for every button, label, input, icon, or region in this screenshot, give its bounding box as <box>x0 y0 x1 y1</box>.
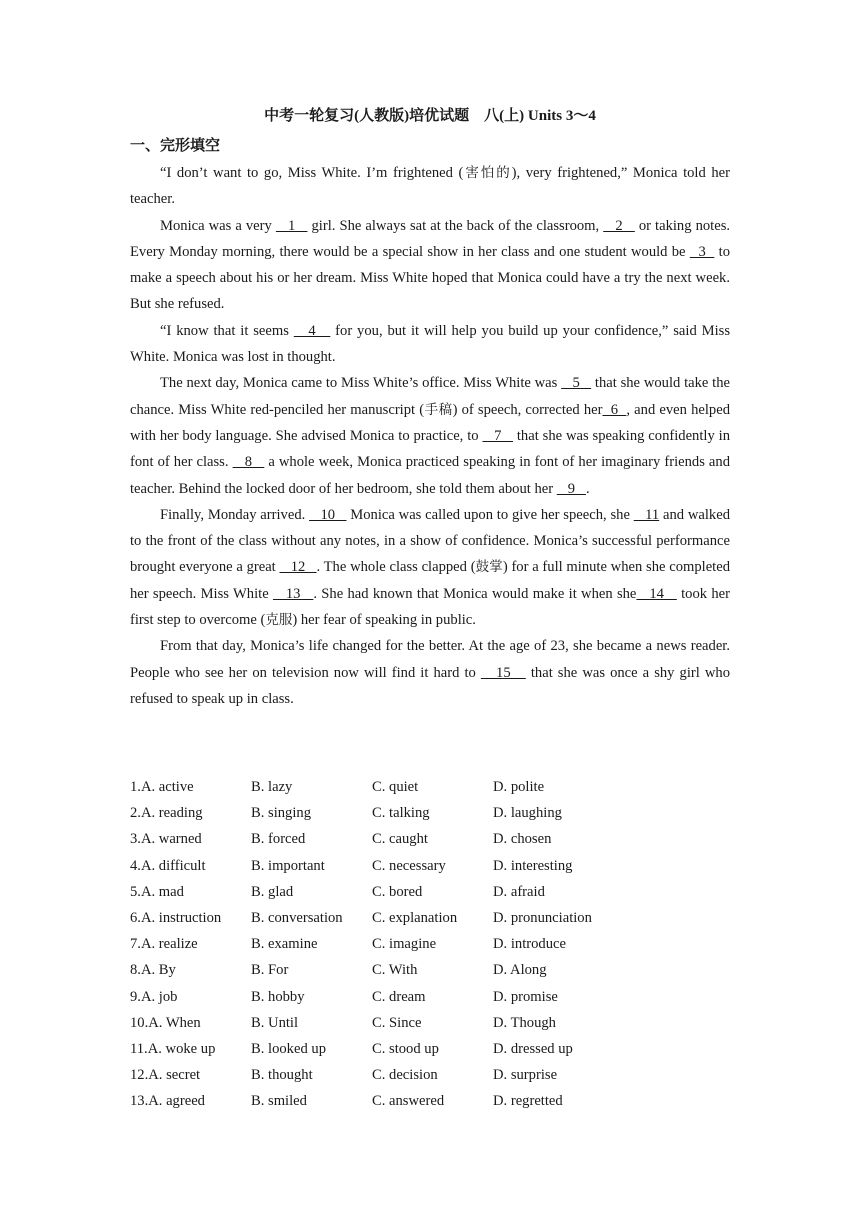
text: ), very frightened,” Monica told her teacher. <box>130 165 730 208</box>
text: , and even helped with her body language. She advised Monica to practice, to <box>130 401 730 444</box>
option-a: 12.A. secret <box>130 1067 201 1084</box>
blank-10: 10 <box>309 506 347 523</box>
option-row <box>130 879 643 905</box>
text: ) her fear of speaking in public. <box>292 612 476 629</box>
section-heading: 一、完形填空 <box>130 136 221 154</box>
option-row <box>130 931 643 957</box>
option-a: 8.A. By <box>130 962 176 979</box>
paragraph-6 <box>130 633 730 712</box>
option-row <box>130 1036 643 1062</box>
cloze-passage <box>130 160 730 712</box>
option-d: D. laughing <box>493 805 562 822</box>
text: took her first step to overcome ( <box>130 585 730 629</box>
blank-8: 8 <box>232 454 265 471</box>
option-d: D. afraid <box>493 883 545 900</box>
text: that she was speaking confidently in font of her class. <box>130 427 730 471</box>
option-d: D. regretted <box>493 1093 563 1110</box>
blank-1: 1 <box>275 217 308 234</box>
option-a: 2.A. reading <box>130 805 203 822</box>
text: for you, but it will help you build up your confidence,” said Miss White. Monica was lost in thought. <box>130 322 731 366</box>
option-d: D. Though <box>493 1014 556 1031</box>
paragraph-5 <box>130 502 730 633</box>
text: From that day, Monica’s life changed for the better. At the age of 23, she became a news reader. People who see her on television now will find it hard to <box>130 638 730 681</box>
text: . <box>585 480 590 497</box>
option-b: B. examine <box>251 936 318 953</box>
option-b: B. looked up <box>251 1040 326 1057</box>
text: or taking notes. Every Monday morning, there would be a special show in her class and one student would be <box>130 217 731 260</box>
option-c: C. decision <box>372 1067 438 1084</box>
chinese-gloss: 害怕的 <box>463 165 512 181</box>
chinese-gloss: 手稿 <box>424 401 453 418</box>
blank-12: 12 <box>279 559 317 576</box>
text: “I don’t want to go, Miss White. I’m frightened ( <box>160 165 464 181</box>
text: Monica was called upon to give her speech, she <box>346 506 634 523</box>
option-c: C. imagine <box>372 936 437 953</box>
option-c: C. stood up <box>372 1040 439 1057</box>
blank-6: 6 <box>602 401 627 418</box>
option-a: 13.A. agreed <box>130 1093 205 1110</box>
option-row <box>130 826 643 852</box>
option-c: C. Since <box>372 1014 422 1031</box>
blank-11: 11 <box>633 506 660 523</box>
text: ) for a full minute when she completed her speech. Miss White <box>130 559 731 602</box>
option-c: C. bored <box>372 883 423 900</box>
text: The next day, Monica came to Miss White’s office. Miss White was <box>160 375 562 392</box>
option-c: C. quiet <box>372 779 419 795</box>
option-d: D. introduce <box>493 936 566 953</box>
option-d: D. pronunciation <box>493 909 592 926</box>
option-c: C. With <box>372 962 418 979</box>
option-row <box>130 774 643 800</box>
text: that she was once a shy girl who refused to speak up in class. <box>130 664 730 707</box>
option-b: B. For <box>251 962 289 979</box>
option-c: C. caught <box>372 831 428 848</box>
option-d: D. dressed up <box>493 1040 573 1057</box>
option-a: 11.A. woke up <box>130 1040 216 1057</box>
option-c: C. answered <box>372 1093 445 1110</box>
text: that she would take the chance. Miss White red-penciled her manuscript ( <box>130 375 730 418</box>
blank-15: 15 <box>480 664 526 681</box>
option-b: B. Until <box>251 1014 299 1031</box>
option-row <box>130 800 643 826</box>
option-c: C. explanation <box>372 909 458 926</box>
paragraph-2 <box>130 213 730 318</box>
option-row <box>130 1088 643 1114</box>
option-b: B. glad <box>251 883 294 900</box>
option-d: D. surprise <box>493 1067 558 1084</box>
blank-14: 14 <box>636 585 677 602</box>
paragraph-3 <box>130 318 730 371</box>
blank-4: 4 <box>293 322 331 339</box>
blank-3: 3 <box>689 243 715 260</box>
option-b: B. forced <box>251 831 306 848</box>
text: girl. She always sat at the back of the classroom, <box>307 217 604 234</box>
text: and walked to the front of the class without any notes, in a show of confidence. Monica’s successful performance brought everyone a great <box>130 506 731 576</box>
option-row <box>130 1010 643 1036</box>
text: “I know that it seems <box>160 322 294 339</box>
option-d: D. interesting <box>493 857 573 874</box>
text: . She had known that Monica would make it when she <box>313 585 637 602</box>
option-b: B. hobby <box>251 988 305 1005</box>
option-d: D. Along <box>493 962 547 979</box>
blank-2: 2 <box>603 217 635 234</box>
blank-7: 7 <box>482 427 513 444</box>
option-b: B. thought <box>251 1067 313 1084</box>
paragraph-4 <box>130 370 730 501</box>
option-a: 3.A. warned <box>130 831 202 848</box>
option-d: D. polite <box>493 779 545 795</box>
text: ) of speech, corrected her <box>452 401 603 418</box>
option-d: D. chosen <box>493 831 552 848</box>
answer-options <box>130 774 643 1114</box>
blank-9: 9 <box>556 480 586 497</box>
option-b: B. singing <box>251 805 312 822</box>
option-a: 5.A. mad <box>130 883 184 900</box>
option-row <box>130 984 643 1010</box>
text: Monica was a very <box>160 217 276 234</box>
option-b: B. conversation <box>251 909 343 926</box>
option-c: C. talking <box>372 805 430 822</box>
option-a: 9.A. job <box>130 988 178 1005</box>
option-a: 4.A. difficult <box>130 857 206 874</box>
option-row <box>130 905 643 931</box>
option-d: D. promise <box>493 988 558 1005</box>
option-a: 7.A. realize <box>130 936 198 953</box>
text: a whole week, Monica practiced speaking in font of her imaginary friends and teacher. Behind the locked door of her bedroom, she told them about her <box>130 454 731 497</box>
paragraph-1 <box>130 160 730 213</box>
option-c: C. dream <box>372 988 426 1005</box>
blank-13: 13 <box>272 585 314 602</box>
option-c: C. necessary <box>372 857 446 874</box>
page-title: 中考一轮复习(人教版)培优试题 八(上) Units 3～4 <box>264 108 596 124</box>
option-b: B. important <box>251 857 325 874</box>
option-row <box>130 1062 643 1088</box>
option-row <box>130 957 643 983</box>
option-row <box>130 853 643 879</box>
text: Finally, Monday arrived. <box>160 506 310 523</box>
text: to make a speech about his or her dream. Miss White hoped that Monica could have a try the next week. But she refused. <box>130 243 730 313</box>
option-b: B. smiled <box>251 1093 307 1110</box>
blank-5: 5 <box>561 375 592 392</box>
chinese-gloss: 克服 <box>265 612 293 629</box>
option-a: 10.A. When <box>130 1014 201 1031</box>
text: . The whole class clapped ( <box>316 559 476 576</box>
chinese-gloss: 鼓掌 <box>475 559 503 576</box>
option-a: 6.A. instruction <box>130 909 222 926</box>
option-a: 1.A. active <box>130 779 194 795</box>
option-b: B. lazy <box>251 779 293 795</box>
